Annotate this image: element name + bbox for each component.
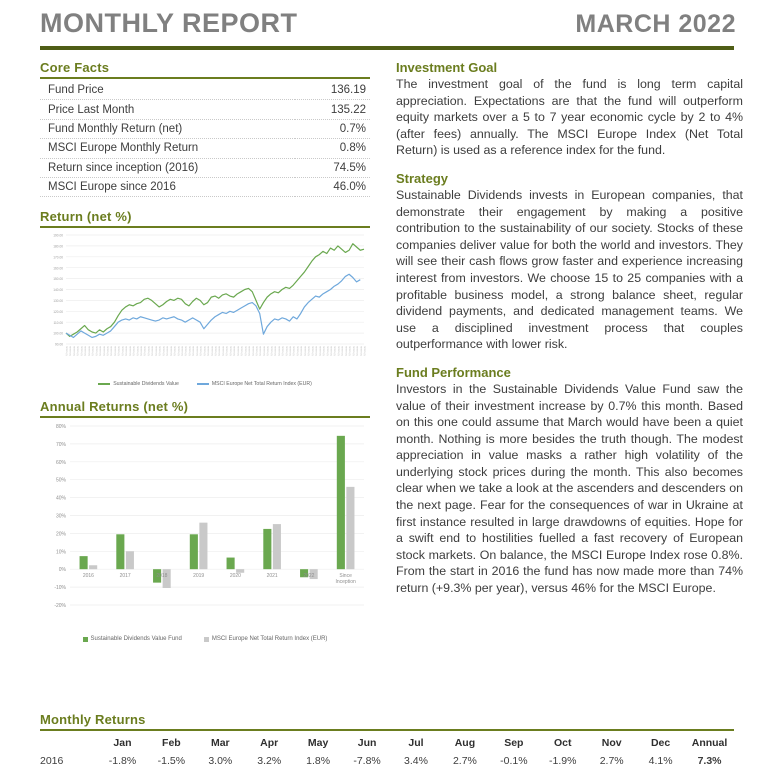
core-facts-table [40,81,370,197]
svg-text:mmm-yy: mmm-yy [336,346,340,357]
fund-performance-title: Fund Performance [396,364,511,380]
fact-value: 0.7% [295,119,370,138]
svg-text:mmm-yy: mmm-yy [363,346,366,357]
legend-item-index [204,636,328,642]
column-header-year [40,733,98,752]
monthly-return-cell: 3.4% [404,755,428,767]
fund-performance-section [396,365,743,597]
svg-text:-20%: -20% [54,603,66,610]
svg-text:2020: 2020 [229,573,241,580]
legend-item-fund [83,636,182,642]
svg-text:mmm-yy: mmm-yy [284,346,288,357]
monthly-return-cell: 1.8% [306,755,331,767]
fact-label: Return since inception (2016) [40,158,295,177]
left-column [40,60,370,642]
svg-text:mmm-yy: mmm-yy [359,346,363,357]
svg-text:mmm-yy: mmm-yy [303,346,307,357]
svg-text:70%: 70% [55,442,66,449]
svg-text:mmm-yy: mmm-yy [202,346,206,357]
monthly-returns-divider [40,729,734,731]
svg-text:mmm-yy: mmm-yy [132,346,136,357]
svg-text:mmm-yy: mmm-yy [314,346,318,357]
core-facts-section [40,60,370,197]
legend-label: Sustainable Dividends Value Fund [90,636,182,643]
svg-text:120.00: 120.00 [53,310,63,315]
svg-text:100.00: 100.00 [53,331,63,336]
svg-text:80%: 80% [55,424,66,431]
svg-text:mmm-yy: mmm-yy [184,346,188,357]
legend-label: Sustainable Dividends Value [113,381,179,388]
legend-swatch-green [83,637,88,642]
svg-text:mmm-yy: mmm-yy [165,346,169,357]
svg-text:Inception: Inception [335,579,356,586]
svg-text:mmm-yy: mmm-yy [113,346,117,357]
row-header-year: 2016 [40,755,64,767]
svg-text:140.00: 140.00 [53,288,63,293]
column-header-aug: Aug [454,737,476,749]
strategy-text: Sustainable Dividends invests in European companies, that demonstrate their engagement by making a positive contribution to the sustainability of our society. Stocks of these companies deliver value for both the world and investors. They will see their cash flows grow faster and experience increasing interest from investors. We choose 15 to 25 companies with a profitable business model, a strong balance sheet, regular dividend payments, and dedicated management teams. We use a disciplined investment process that couples outperformance with lower risk. [396,187,743,352]
svg-text:mmm-yy: mmm-yy [344,346,348,357]
monthly-returns-body [40,752,734,770]
report-period: MARCH 2022 [575,10,736,38]
monthly-returns-title: Monthly Returns [40,712,146,727]
svg-text:mmm-yy: mmm-yy [232,346,236,357]
svg-text:mmm-yy: mmm-yy [124,346,128,357]
svg-text:110.00: 110.00 [53,321,63,326]
svg-text:2018: 2018 [156,573,168,580]
svg-text:mmm-yy: mmm-yy [180,346,184,357]
svg-text:mmm-yy: mmm-yy [206,346,210,357]
content-columns [0,50,768,642]
svg-text:mmm-yy: mmm-yy [243,346,247,357]
annual-returns-divider [40,416,370,418]
svg-text:mmm-yy: mmm-yy [154,346,158,357]
table-row [40,752,734,770]
core-facts-divider [40,77,370,79]
svg-text:2017: 2017 [119,573,131,580]
svg-text:mmm-yy: mmm-yy [288,346,292,357]
fact-label: MSCI Europe since 2016 [40,177,295,196]
svg-text:mmm-yy: mmm-yy [225,346,229,357]
investment-goal-section [396,60,743,159]
svg-text:mmm-yy: mmm-yy [102,346,106,357]
annual-returns-bar-chart [40,420,370,635]
table-row [40,100,370,119]
monthly-returns-table [40,733,734,770]
legend-line-blue [197,383,209,385]
table-row [40,177,370,196]
svg-text:160.00: 160.00 [53,266,63,271]
svg-text:mmm-yy: mmm-yy [355,346,359,357]
table-header-row [40,733,734,752]
fund-performance-text: Investors in the Sustainable Dividends Value Fund saw the value of their investment increase by 0.7% this month. Based on this one could assume that March would have been a quiet month. Nothing is more besides the truth though. The modest appreciation in value masks a rather high volatility of the underlying stock prices during the month. This also becomes clear when we take a look at the ascenders and descenders on the next page. Fear for the consequences of war in Ukraine at first instance resulted in large drawdowns of equities. Hope for a swift end to hostilities fuelled a fast recovery of European stock markets. On balance, the MSCI Europe Index rose 0.8%. From the start in 2016 the fund has now made more than 74% return (+9.3% per year), versus 46% for the MSCI Europe. [396,381,743,596]
strategy-title: Strategy [396,170,449,186]
svg-text:mmm-yy: mmm-yy [87,346,91,357]
svg-text:mmm-yy: mmm-yy [117,346,121,357]
fact-label: Fund Price [40,81,295,100]
strategy-section [396,171,743,353]
investment-goal-text: The investment goal of the fund is long term capital appreciation. Expectations are that the fund will outperform equity markets over a 5 to 7 year economic cycle by 2 to 4% (after fees) annually. The MSCI Europe Index (Net Total Return) is used as a reference index for the fund. [396,77,743,158]
core-facts-body [40,81,370,197]
svg-text:40%: 40% [55,495,66,502]
svg-text:mmm-yy: mmm-yy [295,346,299,357]
svg-text:mmm-yy: mmm-yy [169,346,173,357]
svg-text:mmm-yy: mmm-yy [176,346,180,357]
svg-text:mmm-yy: mmm-yy [94,346,98,357]
monthly-return-cell: 2.7% [452,755,477,767]
return-chart-legend [40,381,370,387]
monthly-return-cell: 3.0% [208,755,233,767]
svg-text:mmm-yy: mmm-yy [210,346,214,357]
legend-swatch-grey [204,637,209,642]
monthly-returns-section [40,712,734,770]
svg-text:mmm-yy: mmm-yy [65,346,68,357]
svg-text:mmm-yy: mmm-yy [251,346,255,357]
fact-value: 135.22 [295,100,370,119]
svg-text:130.00: 130.00 [53,299,63,304]
return-line-chart [40,230,370,380]
svg-text:mmm-yy: mmm-yy [105,346,109,357]
svg-text:mmm-yy: mmm-yy [269,346,273,357]
svg-text:mmm-yy: mmm-yy [228,346,232,357]
return-chart-divider [40,226,370,228]
svg-text:mmm-yy: mmm-yy [281,346,285,357]
column-header-apr: Apr [260,737,279,749]
column-header-jul: Jul [408,737,424,749]
svg-text:0%: 0% [58,567,66,574]
svg-text:mmm-yy: mmm-yy [262,346,266,357]
fact-label: Price Last Month [40,100,295,119]
svg-text:mmm-yy: mmm-yy [292,346,296,357]
svg-text:30%: 30% [55,513,66,520]
svg-text:mmm-yy: mmm-yy [351,346,355,357]
svg-text:mmm-yy: mmm-yy [307,346,311,357]
monthly-returns-head [40,733,734,752]
svg-text:mmm-yy: mmm-yy [240,346,244,357]
svg-text:2019: 2019 [193,573,205,580]
monthly-return-cell: 3.2% [257,755,282,767]
svg-text:mmm-yy: mmm-yy [254,346,258,357]
svg-text:mmm-yy: mmm-yy [266,346,270,357]
svg-text:mmm-yy: mmm-yy [139,346,143,357]
column-header-mar: Mar [210,737,230,749]
column-header-jun: Jun [357,737,377,749]
column-header-sep: Sep [504,737,524,749]
svg-text:mmm-yy: mmm-yy [325,346,329,357]
column-header-nov: Nov [601,737,622,749]
svg-text:mmm-yy: mmm-yy [214,346,217,357]
monthly-return-cell: -7.8% [353,755,381,767]
svg-text:mmm-yy: mmm-yy [161,346,165,357]
svg-text:150.00: 150.00 [53,277,63,282]
fact-label: MSCI Europe Monthly Return [40,139,295,158]
svg-text:mmm-yy: mmm-yy [258,346,262,357]
svg-text:mmm-yy: mmm-yy [333,346,337,357]
svg-text:mmm-yy: mmm-yy [158,346,162,357]
legend-label: MSCI Europe Net Total Return Index (EUR) [211,381,312,388]
table-row [40,158,370,177]
svg-text:10%: 10% [55,549,66,556]
column-header-jan: Jan [113,737,132,749]
svg-text:mmm-yy: mmm-yy [72,346,76,357]
svg-text:mmm-yy: mmm-yy [199,346,203,357]
legend-label: MSCI Europe Net Total Return Index (EUR) [211,636,328,643]
svg-text:50%: 50% [55,477,66,484]
svg-text:mmm-yy: mmm-yy [329,346,333,357]
svg-text:mmm-yy: mmm-yy [98,346,102,357]
fact-label: Fund Monthly Return (net) [40,119,295,138]
svg-text:mmm-yy: mmm-yy [79,346,83,357]
svg-text:mmm-yy: mmm-yy [348,346,352,357]
column-header-may: May [307,737,329,749]
page-title: MONTHLY REPORT [40,8,298,38]
svg-text:2016: 2016 [82,573,94,580]
core-facts-title: Core Facts [40,60,110,75]
svg-text:mmm-yy: mmm-yy [299,346,303,357]
svg-text:2021: 2021 [266,573,278,580]
right-column [396,60,743,609]
table-row [40,81,370,100]
fact-value: 74.5% [295,158,370,177]
annual-return-cell: 7.3% [697,755,722,767]
svg-text:mmm-yy: mmm-yy [120,346,124,357]
svg-text:mmm-yy: mmm-yy [191,346,195,357]
svg-text:mmm-yy: mmm-yy [83,346,87,357]
monthly-return-cell: -0.1% [500,755,528,767]
svg-text:mmm-yy: mmm-yy [68,346,72,357]
monthly-return-cell: -1.5% [157,755,186,767]
monthly-return-cell: 2.7% [599,755,624,767]
svg-text:mmm-yy: mmm-yy [173,346,177,357]
legend-line-green [98,383,110,385]
svg-text:mmm-yy: mmm-yy [135,346,139,357]
svg-text:mmm-yy: mmm-yy [128,346,132,357]
annual-returns-chart-canvas [40,420,370,635]
investment-goal-title: Investment Goal [396,60,498,75]
svg-text:mmm-yy: mmm-yy [247,346,251,357]
svg-text:mmm-yy: mmm-yy [340,346,344,357]
column-header-dec: Dec [650,737,671,749]
legend-item-index [197,381,312,387]
page-header [0,0,768,39]
table-row [40,139,370,158]
svg-text:mmm-yy: mmm-yy [277,346,281,357]
svg-text:-10%: -10% [54,585,66,592]
annual-returns-legend [40,636,370,642]
svg-text:mmm-yy: mmm-yy [187,346,191,357]
svg-text:mmm-yy: mmm-yy [143,346,147,357]
svg-text:mmm-yy: mmm-yy [109,346,113,357]
svg-text:190.00: 190.00 [53,233,63,238]
svg-text:Since: Since [339,573,352,580]
column-header-annual: Annual [691,737,728,749]
svg-text:mmm-yy: mmm-yy [236,346,240,357]
return-chart-title: Return (net %) [40,209,132,225]
legend-item-fund [98,381,179,387]
svg-text:mmm-yy: mmm-yy [310,346,314,357]
fact-value: 136.19 [295,81,370,100]
monthly-return-cell: 4.1% [648,755,673,767]
monthly-return-cell: -1.8% [108,755,137,767]
fact-value: 0.8% [295,139,370,158]
column-header-oct: Oct [554,737,572,749]
column-header-feb: Feb [162,737,181,749]
svg-text:mmm-yy: mmm-yy [91,346,95,357]
svg-text:180.00: 180.00 [53,244,63,249]
annual-returns-title: Annual Returns (net %) [40,399,189,415]
svg-text:mmm-yy: mmm-yy [322,346,326,357]
table-row [40,119,370,138]
svg-text:90.00: 90.00 [55,342,63,347]
svg-text:mmm-yy: mmm-yy [221,346,225,357]
svg-text:20%: 20% [55,531,66,538]
annual-returns-section [40,399,370,642]
svg-text:mmm-yy: mmm-yy [146,346,150,357]
svg-text:mmm-yy: mmm-yy [150,346,154,357]
svg-text:mmm-yy: mmm-yy [76,346,80,357]
svg-text:2022: 2022 [303,573,315,580]
svg-text:60%: 60% [55,460,66,467]
svg-text:mmm-yy: mmm-yy [318,346,322,357]
svg-text:mmm-yy: mmm-yy [217,346,221,357]
monthly-return-cell: -1.9% [549,755,577,767]
return-chart-section [40,209,370,387]
return-line-chart-canvas [40,230,370,380]
svg-text:170.00: 170.00 [53,255,63,260]
svg-text:mmm-yy: mmm-yy [273,346,277,357]
fact-value: 46.0% [295,177,370,196]
svg-text:mmm-yy: mmm-yy [195,346,199,357]
